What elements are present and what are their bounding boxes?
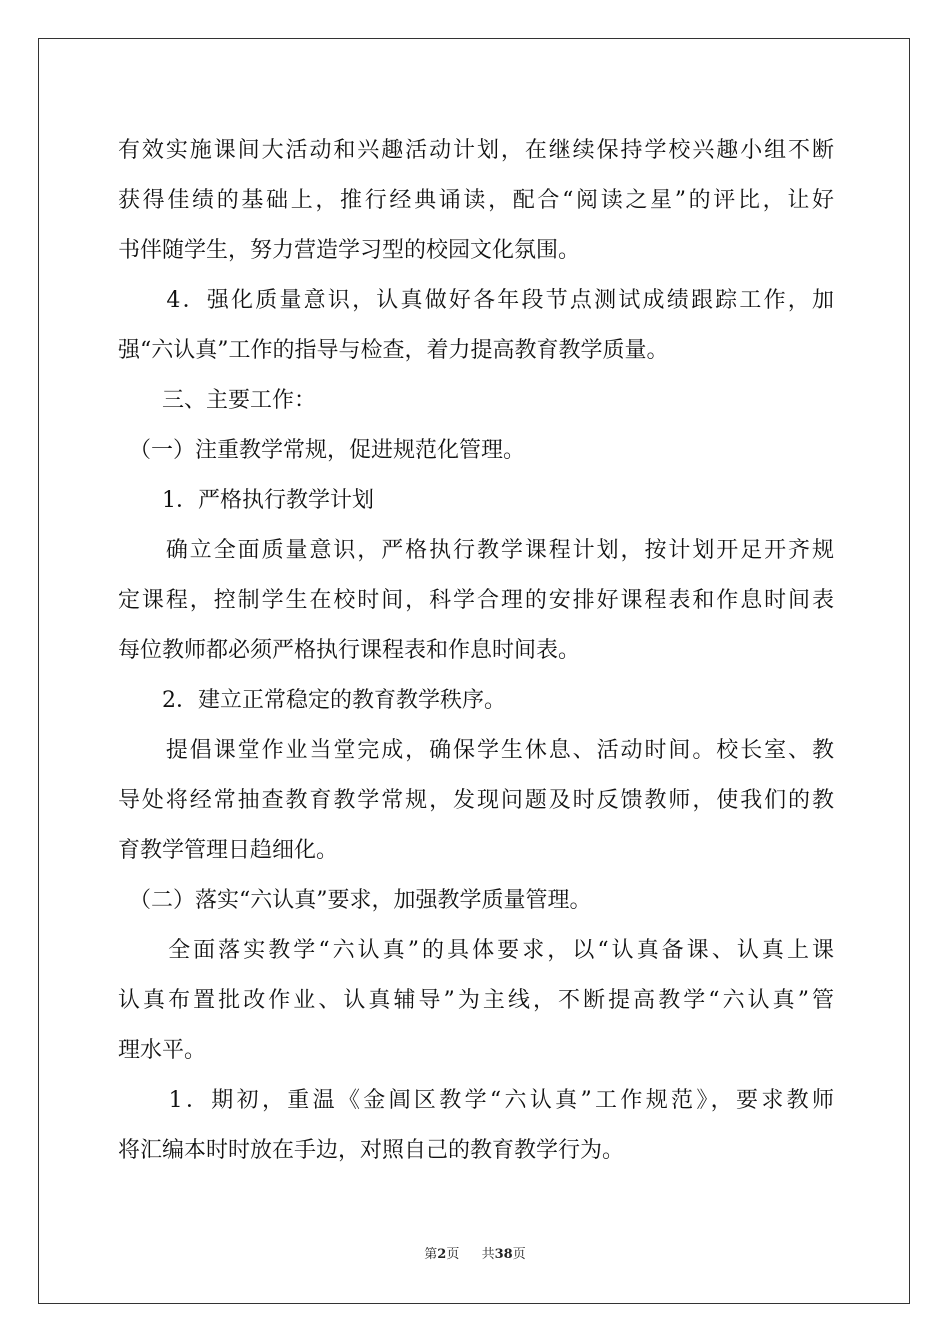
text-line: 确立全面质量意识，严格执行教学课程计划，按计划开足开齐规 — [118, 538, 834, 563]
total-pages-indicator — [482, 1246, 526, 1264]
page-footer — [0, 1246, 950, 1264]
page-prefix: 第 — [424, 1247, 438, 1262]
document-body — [118, 126, 834, 1176]
page-suffix: 页 — [446, 1247, 460, 1262]
page-number: 2 — [437, 1247, 447, 1262]
text-line: 1．期初，重温《金阊区教学“六认真”工作规范》，要求教师 — [118, 1088, 834, 1113]
text-line: 提倡课堂作业当堂完成，确保学生休息、活动时间。校长室、教 — [118, 738, 834, 763]
total-prefix: 共 — [481, 1247, 495, 1262]
text-line: 认真布置批改作业、认真辅导”为主线，不断提高教学“六认真”管 — [118, 988, 834, 1013]
item-heading: 2．建立正常稳定的教育教学秩序。 — [118, 688, 506, 713]
text-line: 有效实施课间大活动和兴趣活动计划，在继续保持学校兴趣小组不断 — [118, 138, 834, 163]
text-line: 强“六认真”工作的指导与检查，着力提高教育教学质量。 — [118, 338, 669, 363]
text-line: 全面落实教学“六认真”的具体要求，以“认真备课、认真上课 — [118, 938, 834, 963]
section-heading: 三、主要工作： — [118, 388, 317, 413]
text-line: 导处将经常抽查教育教学常规，发现问题及时反馈教师，使我们的教 — [118, 788, 834, 813]
text-line: 获得佳绩的基础上，推行经典诵读，配合“阅读之星”的评比，让好 — [118, 188, 834, 213]
text-line: 4．强化质量意识，认真做好各年段节点测试成绩跟踪工作，加 — [118, 288, 834, 313]
text-line: 将汇编本时时放在手边，对照自己的教育教学行为。 — [118, 1138, 625, 1163]
page-indicator — [424, 1246, 459, 1264]
text-line: 育教学管理日趋细化。 — [118, 838, 339, 863]
total-suffix: 页 — [512, 1247, 526, 1262]
text-line: 理水平。 — [118, 1038, 207, 1063]
text-line: 定课程，控制学生在校时间，科学合理的安排好课程表和作息时间表 — [118, 588, 834, 613]
item-heading: 1．严格执行教学计划 — [118, 488, 374, 513]
text-line: 每位教师都必须严格执行课程表和作息时间表。 — [118, 638, 581, 663]
subsection-heading: （二）落实“六认真”要求，加强教学质量管理。 — [118, 888, 592, 913]
text-line: 书伴随学生，努力营造学习型的校园文化氛围。 — [118, 238, 581, 263]
total-pages: 38 — [494, 1247, 513, 1262]
subsection-heading: （一）注重教学常规，促进规范化管理。 — [118, 438, 526, 463]
